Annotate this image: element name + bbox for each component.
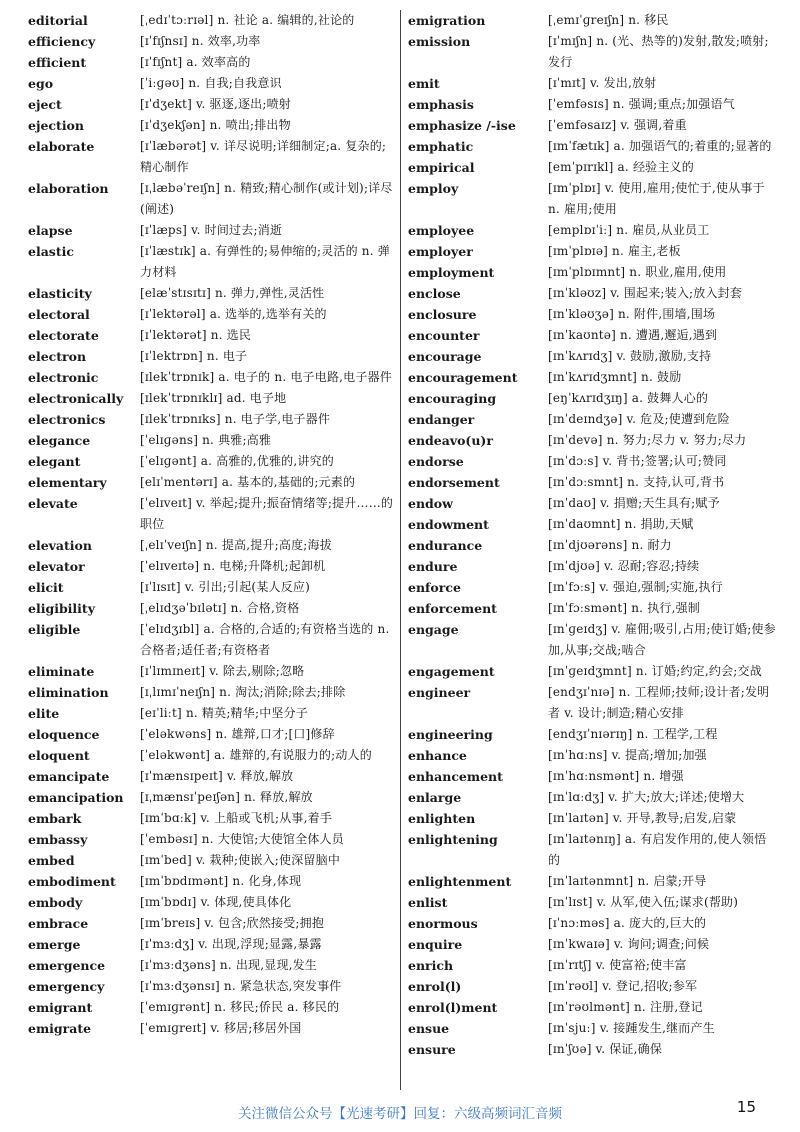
headword: eligible xyxy=(28,622,81,637)
headword: elevation xyxy=(28,538,92,553)
headword: embed xyxy=(28,853,75,868)
headword: elapse xyxy=(28,223,73,238)
headword: enclosure xyxy=(408,307,477,322)
headword: endorsement xyxy=(408,475,500,490)
definition: [ɪˈlæstɪk] a. 有弹性的;易伸缩的;灵活的 n. 弹力材料 xyxy=(140,244,390,279)
headword: emphatic xyxy=(408,139,474,154)
dictionary-entry xyxy=(408,388,778,409)
dictionary-entry xyxy=(408,682,778,724)
definition: [ɪˈmɪt] v. 发出,放射 xyxy=(548,76,657,90)
headword: encounter xyxy=(408,328,480,343)
dictionary-entry xyxy=(28,682,396,703)
definition: [ˈelɪɡənt] a. 高雅的,优雅的,讲究的 xyxy=(140,454,335,468)
definition: [eŋˈkʌrɪdʒɪŋ] a. 鼓舞人心的 xyxy=(548,391,709,405)
headword: enclose xyxy=(408,286,461,301)
definition: [ɪˈlektrɒn] n. 电子 xyxy=(140,349,248,363)
dictionary-entry xyxy=(28,220,396,241)
headword: elementary xyxy=(28,475,107,490)
definition: [ɪmˈplɒɪ] v. 使用,雇用;使忙于,使从事于 n. 雇用;使用 xyxy=(548,181,765,216)
definition: [ɪnˈfɔːsmənt] n. 执行,强制 xyxy=(548,601,701,615)
definition: [ɪnˈdɔːsmnt] n. 支持,认可,背书 xyxy=(548,475,725,489)
dictionary-entry xyxy=(408,556,778,577)
headword: emigrate xyxy=(28,1021,92,1036)
headword: engage xyxy=(408,622,459,637)
definition: [ɪnˈrəʊlmənt] n. 注册,登记 xyxy=(548,1000,703,1014)
headword: elimination xyxy=(28,685,109,700)
definition: [ɪnˈlɪst] v. 从军,使入伍;谋求(帮助) xyxy=(548,895,739,909)
definition: [ɪˈlæbərət] v. 详尽说明;详细制定;a. 复杂的;精心制作 xyxy=(140,139,387,174)
definition: [ɪˈlɪsɪt] v. 引出;引起(某人反应) xyxy=(140,580,310,594)
definition: [ˈemfəsɪs] n. 强调;重点;加强语气 xyxy=(548,97,735,111)
headword: eliminate xyxy=(28,664,95,679)
headword: ejection xyxy=(28,118,84,133)
dictionary-entry xyxy=(28,367,396,388)
definition: [ɪnˈkʌrɪdʒ] v. 鼓励,激励,支持 xyxy=(548,349,712,363)
dictionary-entry xyxy=(28,997,396,1018)
headword: engineer xyxy=(408,685,471,700)
headword: emigrant xyxy=(28,1000,93,1015)
headword: electron xyxy=(28,349,87,364)
dictionary-entry xyxy=(408,283,778,304)
dictionary-entry xyxy=(28,934,396,955)
definition: [ɪnˈlaɪtən] v. 开导,教导;启发,启蒙 xyxy=(548,811,737,825)
dictionary-entry xyxy=(28,871,396,892)
headword: ego xyxy=(28,76,54,91)
dictionary-entry xyxy=(28,94,396,115)
dictionary-entry xyxy=(28,472,396,493)
definition: [emplɒɪˈiː] n. 雇员,从业员工 xyxy=(548,223,710,237)
dictionary-entry xyxy=(408,220,778,241)
headword: enlarge xyxy=(408,790,462,805)
headword: embrace xyxy=(28,916,89,931)
headword: enforcement xyxy=(408,601,497,616)
right-column xyxy=(408,10,778,1060)
dictionary-entry xyxy=(408,178,778,220)
dictionary-entry xyxy=(28,325,396,346)
definition: [ɪnˈhɑːnsmənt] n. 增强 xyxy=(548,769,684,783)
headword: emerge xyxy=(28,937,81,952)
headword: embody xyxy=(28,895,83,910)
definition: [ɪˈdʒekʃən] n. 喷出;排出物 xyxy=(140,118,291,132)
headword: endow xyxy=(408,496,453,511)
headword: electronics xyxy=(28,412,106,427)
definition: [ˈeləkwənt] a. 雄辩的,有说服力的;动人的 xyxy=(140,748,372,762)
definition: [ˈemɪɡreɪt] v. 移居;移居外国 xyxy=(140,1021,302,1035)
headword: elicit xyxy=(28,580,64,595)
headword: embassy xyxy=(28,832,88,847)
definition: [ɪˈlæps] v. 时间过去;消逝 xyxy=(140,223,283,237)
dictionary-entry xyxy=(408,598,778,619)
definition: [ɪˈfɪʃnt] a. 效率高的 xyxy=(140,55,251,69)
headword: eloquent xyxy=(28,748,90,763)
definition: [emˈpɪrɪkl] a. 经验主义的 xyxy=(548,160,694,174)
definition: [ɪlekˈtrɒnɪklɪ] ad. 电子地 xyxy=(140,391,287,405)
dictionary-entry xyxy=(28,661,396,682)
headword: emancipation xyxy=(28,790,124,805)
dictionary-entry xyxy=(408,157,778,178)
headword: engineering xyxy=(408,727,493,742)
definition: [ɪˈlektərəl] a. 选举的,选举有关的 xyxy=(140,307,327,321)
definition: [ɪˌmænsɪˈpeɪʃən] n. 释放,解放 xyxy=(140,790,313,804)
dictionary-entry xyxy=(408,10,778,31)
dictionary-entry xyxy=(408,892,778,913)
definition: [ˈelɪveɪtə] n. 电梯;升降机;起卸机 xyxy=(140,559,326,573)
definition: [ɪnˈdaʊmnt] n. 捐助,天赋 xyxy=(548,517,694,531)
headword: embodiment xyxy=(28,874,116,889)
definition: [ɪmˈbɒdɪ] v. 体现,使具体化 xyxy=(140,895,292,909)
headword: electronically xyxy=(28,391,124,406)
dictionary-entry xyxy=(28,913,396,934)
dictionary-entry xyxy=(408,745,778,766)
definition: [ɪmˈbɑːk] v. 上船或飞机;从事,着手 xyxy=(140,811,333,825)
dictionary-entry xyxy=(408,661,778,682)
headword: endure xyxy=(408,559,458,574)
definition: [ɪˌlæbəˈreɪʃn] n. 精致;精心制作(或计划);详尽(阐述) xyxy=(140,181,393,216)
headword: eject xyxy=(28,97,62,112)
headword: enforce xyxy=(408,580,461,595)
dictionary-entry xyxy=(408,31,778,73)
headword: enhancement xyxy=(408,769,503,784)
footer-note: 关注微信公众号【光速考研】回复：六级高频词汇音频 xyxy=(238,1106,562,1122)
definition: [ɪˈdʒekt] v. 驱逐,逐出;喷射 xyxy=(140,97,292,111)
definition: [ɪnˈdjʊə] v. 忍耐;容忍;持续 xyxy=(548,559,700,573)
headword: emancipate xyxy=(28,769,110,784)
dictionary-entry xyxy=(28,346,396,367)
definition: [ɪnˈlaɪtənɪŋ] a. 有启发作用的,使人领悟的 xyxy=(548,832,767,867)
definition: [ɪˈmænsɪpeɪt] v. 释放,解放 xyxy=(140,769,294,783)
definition: [endʒɪˈnɪə] n. 工程师;技师;设计者;发明者 v. 设计;制造;精心安排 xyxy=(548,685,770,720)
definition: [ˈeləkwəns] n. 雄辩,口才;[口]修辞 xyxy=(140,727,335,741)
definition: [ɪmˈfætɪk] a. 加强语气的;着重的;显著的 xyxy=(548,139,772,153)
definition: [ɪmˈbed] v. 栽种;使嵌入;使深留脑中 xyxy=(140,853,341,867)
dictionary-entry xyxy=(408,955,778,976)
definition: [ɪnˈrəʊl] v. 登记,招收;参军 xyxy=(548,979,698,993)
dictionary-entry xyxy=(28,115,396,136)
headword: employ xyxy=(408,181,459,196)
dictionary-entry xyxy=(408,766,778,787)
definition: [ɪnˈlaɪtənmnt] n. 启蒙;开导 xyxy=(548,874,707,888)
dictionary-entry xyxy=(408,430,778,451)
headword: encouragement xyxy=(408,370,518,385)
definition: [ɪlekˈtrɒnɪks] n. 电子学,电子器件 xyxy=(140,412,331,426)
definition: [ɪnˈhɑːns] v. 提高;增加;加强 xyxy=(548,748,707,762)
headword: eloquence xyxy=(28,727,100,742)
definition: [elɪˈmentərɪ] a. 基本的,基础的;元素的 xyxy=(140,475,356,489)
headword: enrol(l)ment xyxy=(408,1000,498,1015)
dictionary-entry xyxy=(408,724,778,745)
headword: enlightenment xyxy=(408,874,512,889)
headword: elegance xyxy=(28,433,91,448)
dictionary-entry xyxy=(408,262,778,283)
definition: [ɪˈmɜːdʒəns] n. 出现,显现,发生 xyxy=(140,958,318,972)
dictionary-entry xyxy=(408,997,778,1018)
headword: efficiency xyxy=(28,34,96,49)
dictionary-entry xyxy=(28,304,396,325)
headword: elasticity xyxy=(28,286,92,301)
dictionary-entry xyxy=(28,556,396,577)
definition: [ɪmˈplɒɪmnt] n. 职业,雇用,使用 xyxy=(548,265,727,279)
definition: [ɪˈmɪʃn] n. (光、热等的)发射,散发;喷射;发行 xyxy=(548,34,769,69)
dictionary-entry xyxy=(28,430,396,451)
definition: [ˌemɪˈɡreɪʃn] n. 移民 xyxy=(548,13,669,27)
definition: [elæˈstɪsɪtɪ] n. 弹力,弹性,灵活性 xyxy=(140,286,325,300)
definition: [ɪˈfɪʃnsɪ] n. 效率,功率 xyxy=(140,34,261,48)
definition: [ɪmˈplɒɪə] n. 雇主,老板 xyxy=(548,244,681,258)
headword: enquire xyxy=(408,937,463,952)
definition: [ɪˈlektərət] n. 选民 xyxy=(140,328,252,342)
dictionary-entry xyxy=(28,73,396,94)
definition: [ɪnˈdaʊ] v. 捐赠;天生具有;赋予 xyxy=(548,496,720,510)
headword: ensue xyxy=(408,1021,450,1036)
definition: [ɪnˈlɑːdʒ] v. 扩大;放大;详述;使增大 xyxy=(548,790,745,804)
definition: [ɪnˈrɪtʃ] v. 使富裕;使丰富 xyxy=(548,958,687,972)
definition: [ɪnˈɡeɪdʒmnt] n. 订婚;约定,约会;交战 xyxy=(548,664,762,678)
headword: efficient xyxy=(28,55,87,70)
headword: emigration xyxy=(408,13,486,28)
headword: ensure xyxy=(408,1042,456,1057)
definition: [ˌelɪˈveɪʃn] n. 提高,提升;高度;海拔 xyxy=(140,538,332,552)
dictionary-entry xyxy=(28,745,396,766)
definition: [ˈelɪveɪt] v. 举起;提升;振奋情绪等;提升……的职位 xyxy=(140,496,394,531)
definition: [ɪˈmɜːdʒənsɪ] n. 紧急状态,突发事件 xyxy=(140,979,342,993)
definition: [ɪˈlɪmɪneɪt] v. 除去,剔除;忽略 xyxy=(140,664,305,678)
dictionary-entry xyxy=(408,493,778,514)
dictionary-entry xyxy=(28,241,396,283)
dictionary-entry xyxy=(408,409,778,430)
dictionary-entry xyxy=(408,535,778,556)
headword: encouraging xyxy=(408,391,497,406)
headword: engagement xyxy=(408,664,495,679)
definition: [ɪnˈɡeɪdʒ] v. 雇佣;吸引,占用;使订婚;使参加,从事;交战;啮合 xyxy=(548,622,776,657)
headword: elastic xyxy=(28,244,74,259)
dictionary-entry xyxy=(28,178,396,220)
headword: endorse xyxy=(408,454,464,469)
definition: [ɪnˈkləʊz] v. 围起来;装入;放入封套 xyxy=(548,286,743,300)
dictionary-entry xyxy=(408,913,778,934)
dictionary-entry xyxy=(408,94,778,115)
dictionary-entry xyxy=(28,892,396,913)
dictionary-entry xyxy=(28,976,396,997)
definition: [ˈemfəsaɪz] v. 强调,着重 xyxy=(548,118,687,132)
headword: eligibility xyxy=(28,601,95,616)
definition: [ɪnˈʃʊə] v. 保证,确保 xyxy=(548,1042,663,1056)
headword: editorial xyxy=(28,13,88,28)
headword: emission xyxy=(408,34,471,49)
dictionary-entry xyxy=(28,829,396,850)
dictionary-entry xyxy=(408,325,778,346)
dictionary-entry xyxy=(408,136,778,157)
dictionary-entry xyxy=(408,451,778,472)
dictionary-entry xyxy=(28,955,396,976)
definition: [ˈelɪɡəns] n. 典雅;高雅 xyxy=(140,433,272,447)
headword: endeavo(u)r xyxy=(408,433,493,448)
dictionary-entry xyxy=(28,10,396,31)
headword: empirical xyxy=(408,160,475,175)
dictionary-entry xyxy=(408,1018,778,1039)
dictionary-entry xyxy=(408,241,778,262)
headword: enlist xyxy=(408,895,448,910)
headword: elevator xyxy=(28,559,85,574)
headword: enrol(l) xyxy=(408,979,462,994)
dictionary-entry xyxy=(408,787,778,808)
headword: emergence xyxy=(28,958,106,973)
dictionary-entry xyxy=(408,304,778,325)
dictionary-entry xyxy=(408,73,778,94)
dictionary-entry xyxy=(28,724,396,745)
definition: [ɪmˈbreɪs] v. 包含;欣然接受;拥抱 xyxy=(140,916,325,930)
column-divider xyxy=(400,10,401,1090)
dictionary-entry xyxy=(408,346,778,367)
definition: [ɪlekˈtrɒnɪk] a. 电子的 n. 电子电路,电子器件 xyxy=(140,370,392,384)
dictionary-entry xyxy=(28,409,396,430)
dictionary-entry xyxy=(408,1039,778,1060)
dictionary-entry xyxy=(408,514,778,535)
dictionary-entry xyxy=(408,115,778,136)
dictionary-entry xyxy=(28,451,396,472)
dictionary-entry xyxy=(408,619,778,661)
dictionary-entry xyxy=(28,31,396,52)
dictionary-entry xyxy=(28,493,396,535)
dictionary-entry xyxy=(408,976,778,997)
headword: encourage xyxy=(408,349,482,364)
headword: elaboration xyxy=(28,181,109,196)
definition: [ɪˌlɪmɪˈneɪʃn] n. 淘汰;消除;除去;排除 xyxy=(140,685,346,699)
headword: enhance xyxy=(408,748,467,763)
dictionary-entry xyxy=(408,808,778,829)
dictionary-entry xyxy=(408,829,778,871)
dictionary-entry xyxy=(28,703,396,724)
definition: [ɪnˈdeɪndʒə] v. 危及;使遭到危险 xyxy=(548,412,730,426)
dictionary-entry xyxy=(28,535,396,556)
headword: enlighten xyxy=(408,811,476,826)
headword: emergency xyxy=(28,979,105,994)
dictionary-entry xyxy=(408,367,778,388)
dictionary-entry xyxy=(408,577,778,598)
dictionary-entry xyxy=(28,136,396,178)
dictionary-entry xyxy=(408,472,778,493)
definition: [ˈiːɡəʊ] n. 自我;自我意识 xyxy=(140,76,282,90)
headword: emphasis xyxy=(408,97,474,112)
dictionary-entry xyxy=(28,598,396,619)
definition: [ɪmˈbɒdɪmənt] n. 化身,体现 xyxy=(140,874,302,888)
left-column xyxy=(28,10,396,1039)
definition: [ɪnˈkʌrɪdʒmnt] n. 鼓励 xyxy=(548,370,682,384)
dictionary-entry xyxy=(28,1018,396,1039)
page-number: 15 xyxy=(736,1098,756,1116)
headword: endurance xyxy=(408,538,483,553)
definition: [ɪnˈdɔːs] v. 背书;签署;认可;赞同 xyxy=(548,454,727,468)
definition: [eɪˈliːt] n. 精英;精华;中坚分子 xyxy=(140,706,309,720)
headword: endanger xyxy=(408,412,475,427)
headword: enlightening xyxy=(408,832,498,847)
definition: [ɪnˈkləʊʒə] n. 附件,围墙,围场 xyxy=(548,307,716,321)
dictionary-entry xyxy=(28,850,396,871)
headword: electorate xyxy=(28,328,99,343)
definition: [ˈemɪɡrənt] n. 移民;侨民 a. 移民的 xyxy=(140,1000,340,1014)
headword: emphasize /-ise xyxy=(408,118,516,133)
dictionary-entry xyxy=(28,283,396,304)
dictionary-entry xyxy=(28,52,396,73)
dictionary-entry xyxy=(408,934,778,955)
headword: enrich xyxy=(408,958,454,973)
headword: electronic xyxy=(28,370,99,385)
headword: electoral xyxy=(28,307,90,322)
definition: [ɪnˈkaʊntə] n. 遭遇,邂逅,遇到 xyxy=(548,328,718,342)
dictionary-entry xyxy=(28,808,396,829)
headword: emit xyxy=(408,76,440,91)
dictionary-entry xyxy=(28,388,396,409)
headword: employer xyxy=(408,244,473,259)
definition: [ɪnˈdjʊərəns] n. 耐力 xyxy=(548,538,672,552)
definition: [ɪnˈsjuː] v. 接踵发生,继而产生 xyxy=(548,1021,715,1035)
definition: [ˌedɪˈtɔːrɪəl] n. 社论 a. 编辑的,社论的 xyxy=(140,13,355,27)
headword: elegant xyxy=(28,454,81,469)
headword: employee xyxy=(408,223,475,238)
dictionary-entry xyxy=(28,619,396,661)
definition: [ɪnˈdevə] n. 努力;尽力 v. 努力;尽力 xyxy=(548,433,747,447)
definition: [ɪnˈfɔːs] v. 强迫,强制;实施,执行 xyxy=(548,580,723,594)
definition: [ˌelɪdʒəˈbɪlətɪ] n. 合格,资格 xyxy=(140,601,300,615)
headword: elite xyxy=(28,706,60,721)
headword: elevate xyxy=(28,496,78,511)
definition: [ˈelɪdʒɪbl] a. 合格的,合适的;有资格当选的 n. 合格者;适任者;有资格者 xyxy=(140,622,390,657)
dictionary-entry xyxy=(28,577,396,598)
dictionary-entry xyxy=(408,871,778,892)
headword: elaborate xyxy=(28,139,95,154)
dictionary-entry xyxy=(28,787,396,808)
definition: [ɪˈmɜːdʒ] v. 出现,浮现;显露,暴露 xyxy=(140,937,322,951)
definition: [ɪˈnɔːməs] a. 庞大的,巨大的 xyxy=(548,916,707,930)
definition: [ˈembəsɪ] n. 大使馆;大使馆全体人员 xyxy=(140,832,344,846)
definition: [endʒɪˈnɪərɪŋ] n. 工程学,工程 xyxy=(548,727,718,741)
dictionary-entry xyxy=(28,766,396,787)
headword: endowment xyxy=(408,517,489,532)
headword: embark xyxy=(28,811,82,826)
headword: enormous xyxy=(408,916,478,931)
definition: [ɪnˈkwaɪə] v. 询问;调查;问候 xyxy=(548,937,710,951)
headword: employment xyxy=(408,265,495,280)
